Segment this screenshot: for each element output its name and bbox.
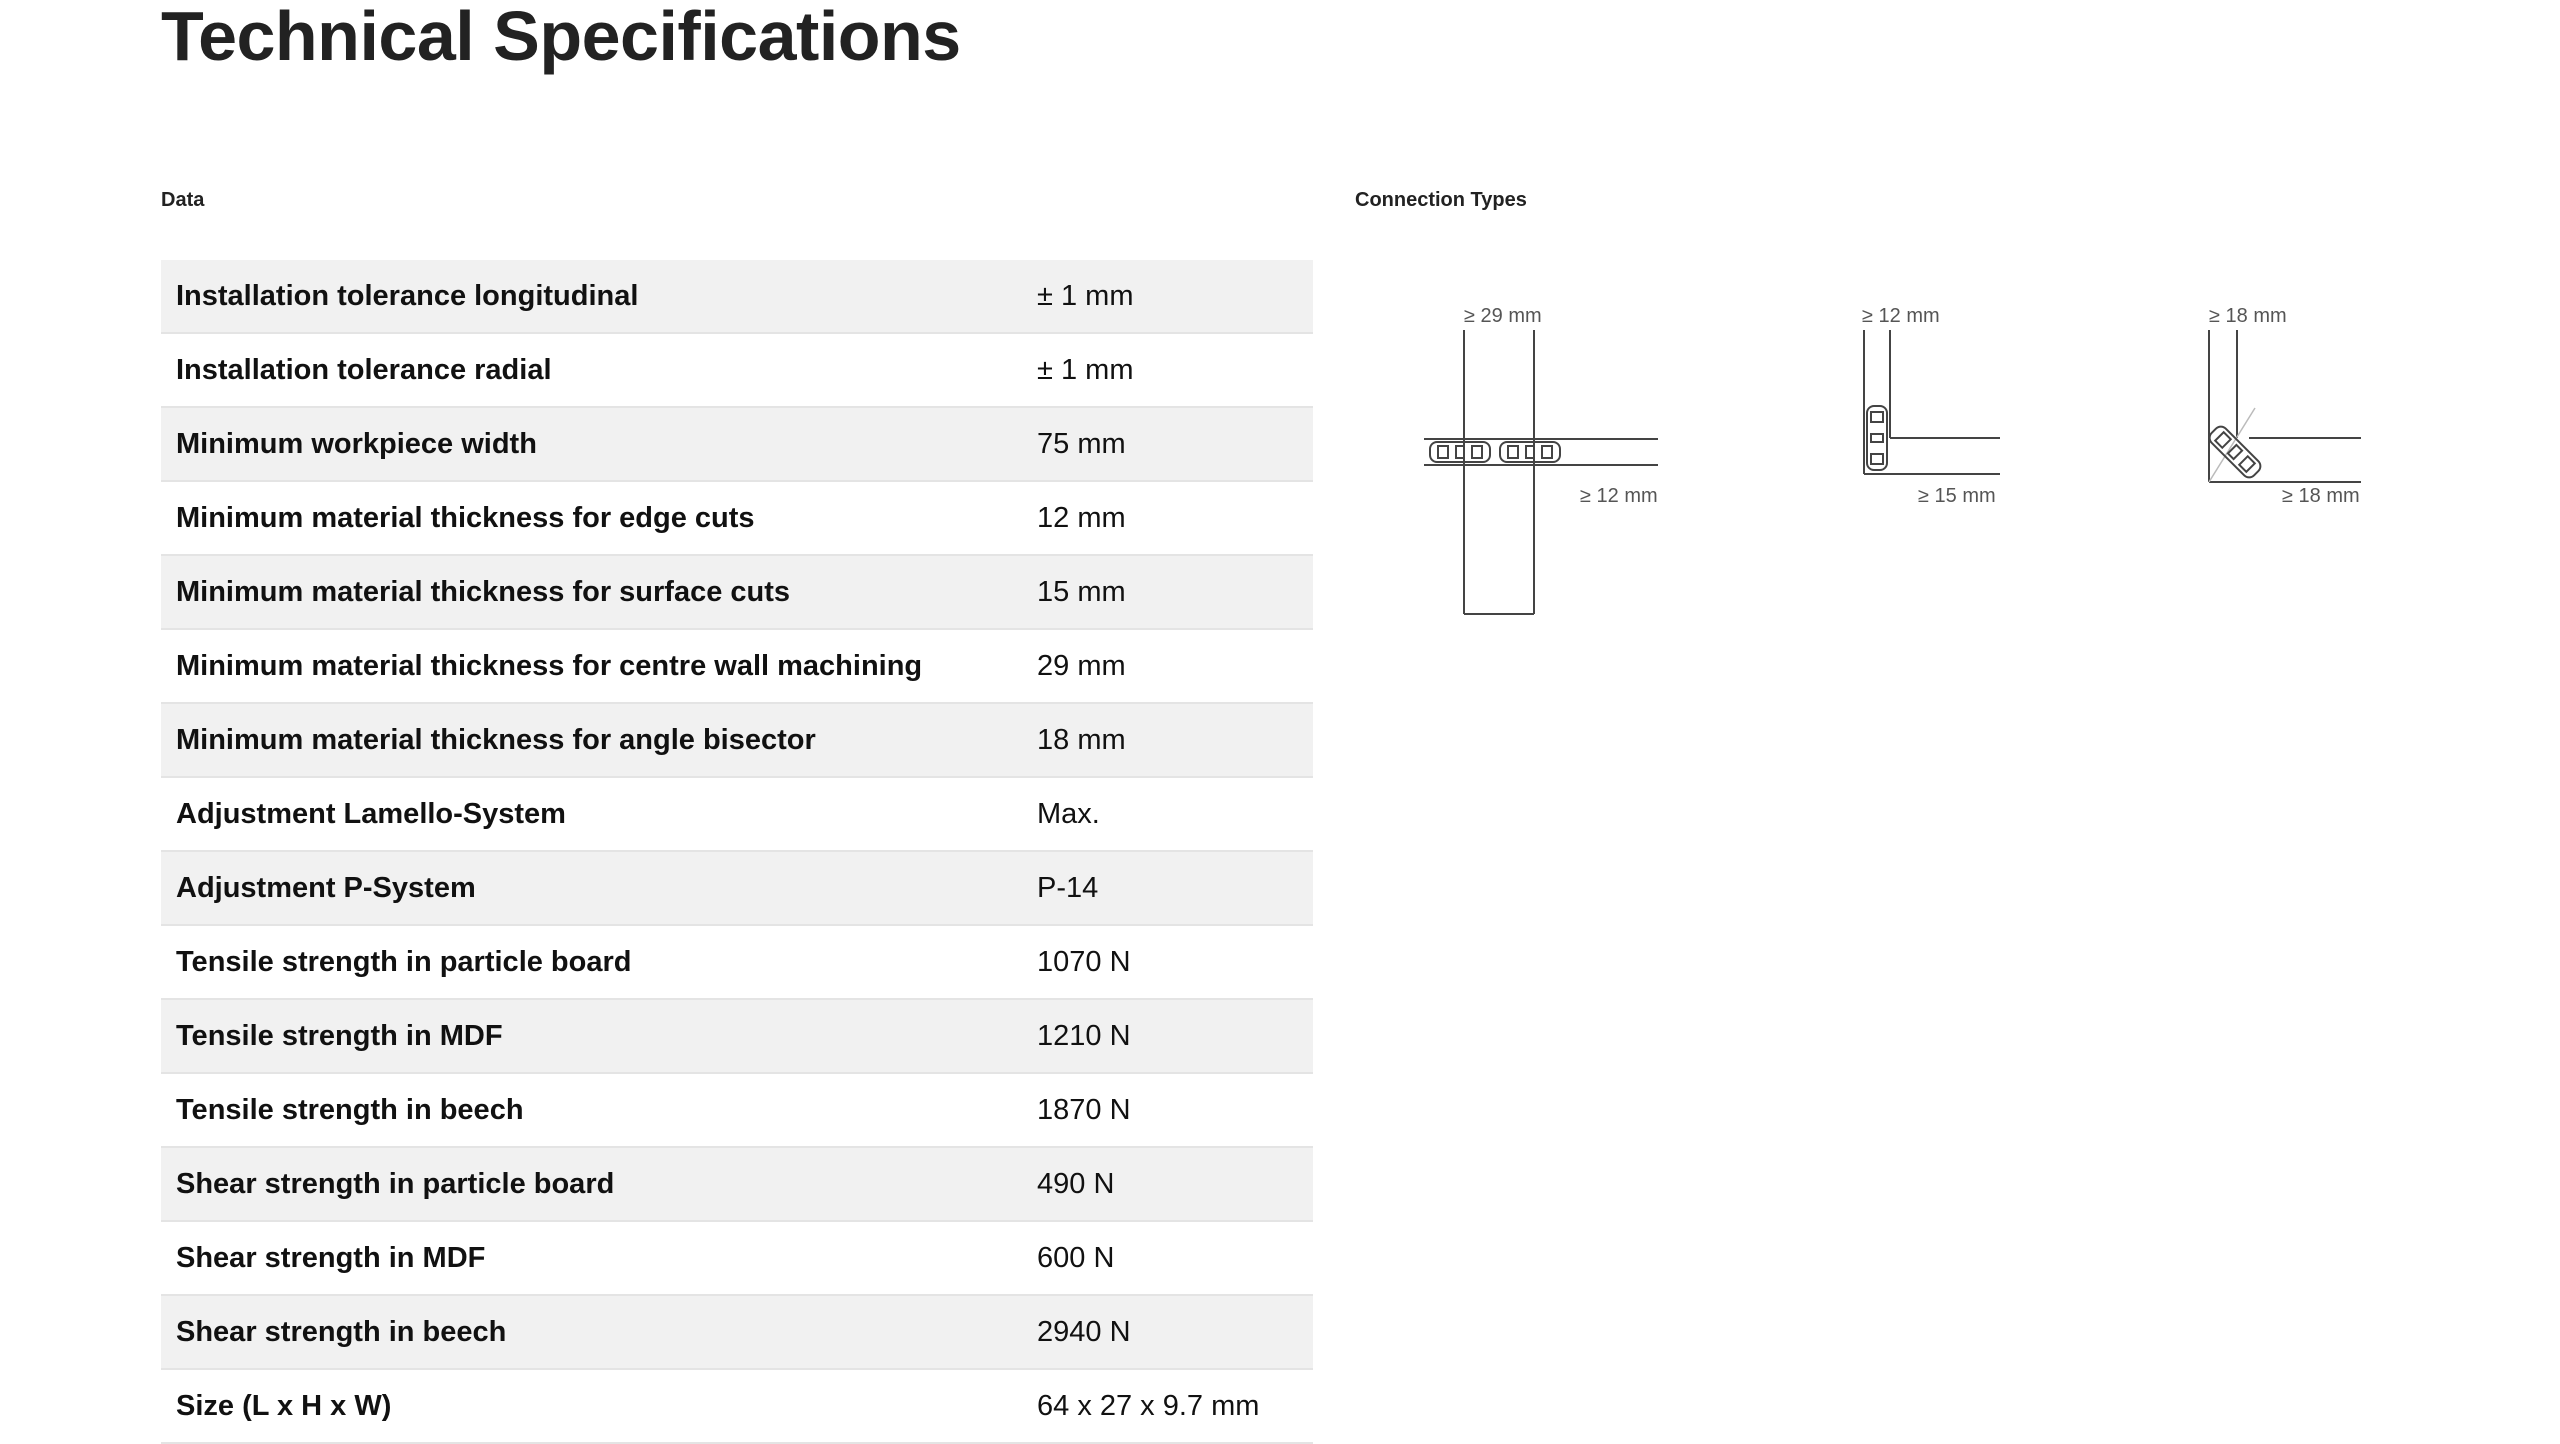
spec-name: Shear strength in MDF [161, 1221, 1021, 1295]
table-row [161, 851, 1313, 925]
spec-value: 2940 N [1021, 1295, 1313, 1369]
table-row [161, 703, 1313, 777]
spec-name: Minimum material thickness for angle bisector [161, 703, 1021, 777]
diagram-top-label: ≥ 18 mm [2209, 305, 2287, 327]
spec-value: 75 mm [1021, 407, 1313, 481]
spec-value: 490 N [1021, 1147, 1313, 1221]
corner-connection-diagram [1860, 298, 2020, 518]
table-row [161, 481, 1313, 555]
table-row [161, 1369, 1313, 1443]
diagram-side-label: ≥ 18 mm [2282, 485, 2360, 507]
page-title: Technical Specifications [161, 0, 961, 75]
spec-name: Shear strength in particle board [161, 1147, 1021, 1221]
data-section-label: Data [161, 189, 205, 211]
spec-value: 64 x 27 x 9.7 mm [1021, 1369, 1313, 1443]
table-row [161, 629, 1313, 703]
table-row [161, 1147, 1313, 1221]
spec-value: 12 mm [1021, 481, 1313, 555]
spec-name: Tensile strength in MDF [161, 999, 1021, 1073]
spec-name: Adjustment Lamello-System [161, 777, 1021, 851]
centre-wall-connection-diagram [1420, 298, 1680, 618]
spec-table [161, 260, 1313, 1444]
connector-icon [1500, 442, 1560, 462]
spec-name: Minimum material thickness for edge cuts [161, 481, 1021, 555]
mitre-connection-diagram [2205, 298, 2385, 518]
diagram-top-label: ≥ 29 mm [1464, 305, 1542, 327]
spec-value: 1210 N [1021, 999, 1313, 1073]
diagram-side-label: ≥ 12 mm [1580, 485, 1658, 507]
spec-value: 29 mm [1021, 629, 1313, 703]
spec-value: ± 1 mm [1021, 333, 1313, 407]
spec-name: Adjustment P-System [161, 851, 1021, 925]
spec-value: P-14 [1021, 851, 1313, 925]
table-row [161, 1221, 1313, 1295]
spec-name: Shear strength in beech [161, 1295, 1021, 1369]
spec-name: Installation tolerance radial [161, 333, 1021, 407]
table-row [161, 333, 1313, 407]
spec-name: Tensile strength in beech [161, 1073, 1021, 1147]
spec-value: 1870 N [1021, 1073, 1313, 1147]
table-row [161, 1073, 1313, 1147]
spec-value: 15 mm [1021, 555, 1313, 629]
table-row [161, 925, 1313, 999]
connector-icon [1430, 442, 1490, 462]
diagram-top-label: ≥ 12 mm [1862, 305, 1940, 327]
spec-value: 1070 N [1021, 925, 1313, 999]
spec-name: Installation tolerance longitudinal [161, 260, 1021, 333]
spec-name: Tensile strength in particle board [161, 925, 1021, 999]
spec-name: Minimum material thickness for surface cuts [161, 555, 1021, 629]
connection-types-label: Connection Types [1355, 189, 1527, 211]
table-row [161, 555, 1313, 629]
table-row [161, 999, 1313, 1073]
spec-value: Max. [1021, 777, 1313, 851]
table-row [161, 260, 1313, 333]
spec-name: Minimum material thickness for centre wall machining [161, 629, 1021, 703]
table-row [161, 1295, 1313, 1369]
spec-value: 600 N [1021, 1221, 1313, 1295]
diagram-side-label: ≥ 15 mm [1918, 485, 1996, 507]
connector-icon [1867, 406, 1887, 470]
spec-name: Minimum workpiece width [161, 407, 1021, 481]
spec-value: ± 1 mm [1021, 260, 1313, 333]
table-row [161, 777, 1313, 851]
spec-name: Size (L x H x W) [161, 1369, 1021, 1443]
spec-value: 18 mm [1021, 703, 1313, 777]
table-row [161, 407, 1313, 481]
